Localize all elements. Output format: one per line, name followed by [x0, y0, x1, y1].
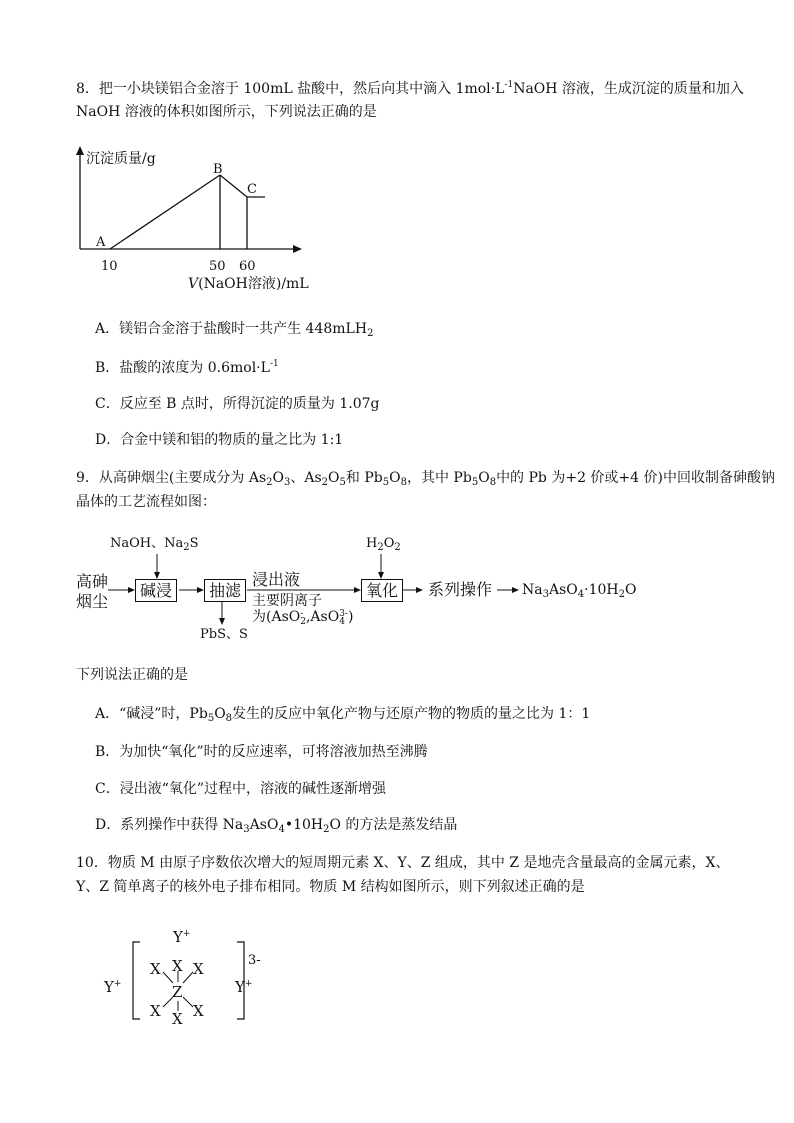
y-ion-top: Y+ — [173, 928, 191, 946]
tick-label-10: 10 — [101, 259, 118, 274]
q9-option-c: C．浸出液“氧化”过程中，溶液的碱性逐渐增强 — [95, 781, 387, 797]
flow-leachate-label: 浸出液 — [252, 570, 301, 589]
q8-option-a: A．镁铝合金溶于盐酸时一共产生 448mLH$_2$ — [95, 321, 374, 339]
flow-series-operation: 系列操作 — [428, 580, 493, 599]
point-c-label: C — [247, 182, 257, 197]
tick-label-60: 60 — [239, 259, 256, 274]
x-axis-arrow — [293, 245, 302, 253]
left-bracket — [133, 942, 140, 1019]
charge-label: 3- — [248, 953, 261, 968]
q9-stem-line2: 晶体的工艺流程如图： — [76, 494, 216, 510]
flow-anion-line1: 主要阴离子 — [252, 593, 322, 609]
q8-option-b: B．盐酸的浓度为 $0.6mol\cdot L^{-1}$ — [95, 359, 279, 376]
flow-box-alkali-leach: 碱浸 — [135, 579, 177, 602]
q8-stem-line2: NaOH 溶液的体积如图所示，下列说法正确的是 — [76, 104, 377, 120]
q8-option-d: D．合金中镁和铝的物质的量之比为 1:1 — [95, 432, 344, 448]
flow-reagent-2: $H_2O_2$ — [366, 536, 401, 553]
falling-line-BC — [220, 175, 247, 197]
q9-stem-line1: 9．从高砷烟尘(主要成分为 $As_2O_3$、$As_2O_5$和 $Pb_5O_8$，其中 $Pb_5O_8$中的 Pb 为+2 价或+4 价)中回收制备砷酸钠 — [76, 470, 775, 488]
rising-line-AB — [110, 175, 220, 249]
flow-box-suction-filter: 抽滤 — [204, 579, 246, 602]
q9-ask: 下列说法正确的是 — [76, 667, 188, 683]
q9-option-a: A．“碱浸”时，$Pb_5O_8$发生的反应中氧化产物与还原产物的物质的量之比为 1：1 — [95, 706, 591, 724]
flow-source-line1: 高砷 — [76, 572, 109, 591]
q8-option-c: C．反应至 B 点时，所得沉淀的质量为 1.07g — [95, 396, 380, 412]
flow-anion-line2: 为(AsO- 2,AsO3- 4 ) — [252, 609, 354, 627]
y-axis-label: 沉淀质量/g — [86, 151, 156, 167]
x-atom-upper-left: X — [150, 960, 161, 978]
q10-stem-line2: Y、Z 简单离子的核外电子排布相同。物质 M 结构如图所示，则下列叙述正确的是 — [76, 879, 585, 895]
flow-product: $Na_3AsO_4\cdot 10H_2O$ — [522, 582, 637, 600]
y-ion-right: Y+ — [235, 978, 253, 996]
x-atom-top: X — [172, 957, 183, 975]
x-atom-upper-right: X — [193, 960, 204, 978]
flow-reagent-1: NaOH、$Na_2S$ — [110, 536, 199, 553]
y-axis-arrow — [76, 146, 84, 155]
tick-label-50: 50 — [209, 259, 226, 274]
x-atom-lower-left: X — [150, 1002, 161, 1020]
q9-option-d: D．系列操作中获得 $Na_3AsO_4•10H_2O$ 的方法是蒸发结晶 — [95, 817, 458, 835]
point-b-label: B — [213, 162, 223, 177]
q10-structure — [100, 925, 270, 1025]
x-atom-lower-right: X — [193, 1002, 204, 1020]
q8-stem-line1: 8．把一小块镁铝合金溶于 100mL 盐酸中，然后向其中滴入 $1mol\cdot L^{-1}NaOH$ 溶液，生成沉淀的质量和加入 — [76, 80, 744, 97]
x-axis-label: V(NaOH溶液)/mL — [188, 276, 309, 292]
q10-stem-line1: 10．物质 M 由原子序数依次增大的短周期元素 X、Y、Z 组成，其中 Z 是地壳含量最高的金属元素，X、 — [76, 855, 730, 871]
flow-box-oxidation: 氧化 — [361, 579, 403, 602]
flow-source-line2: 烟尘 — [76, 592, 109, 611]
q8-graph — [70, 142, 310, 292]
q9-option-b: B．为加快“氧化”时的反应速率，可将溶液加热至沸腾 — [95, 744, 428, 760]
z-atom-center: Z — [172, 983, 183, 1001]
y-ion-left: Y+ — [104, 978, 122, 996]
x-atom-bottom: X — [172, 1010, 183, 1025]
flow-byproduct: PbS、S — [200, 627, 248, 642]
point-a-label: A — [96, 235, 106, 250]
